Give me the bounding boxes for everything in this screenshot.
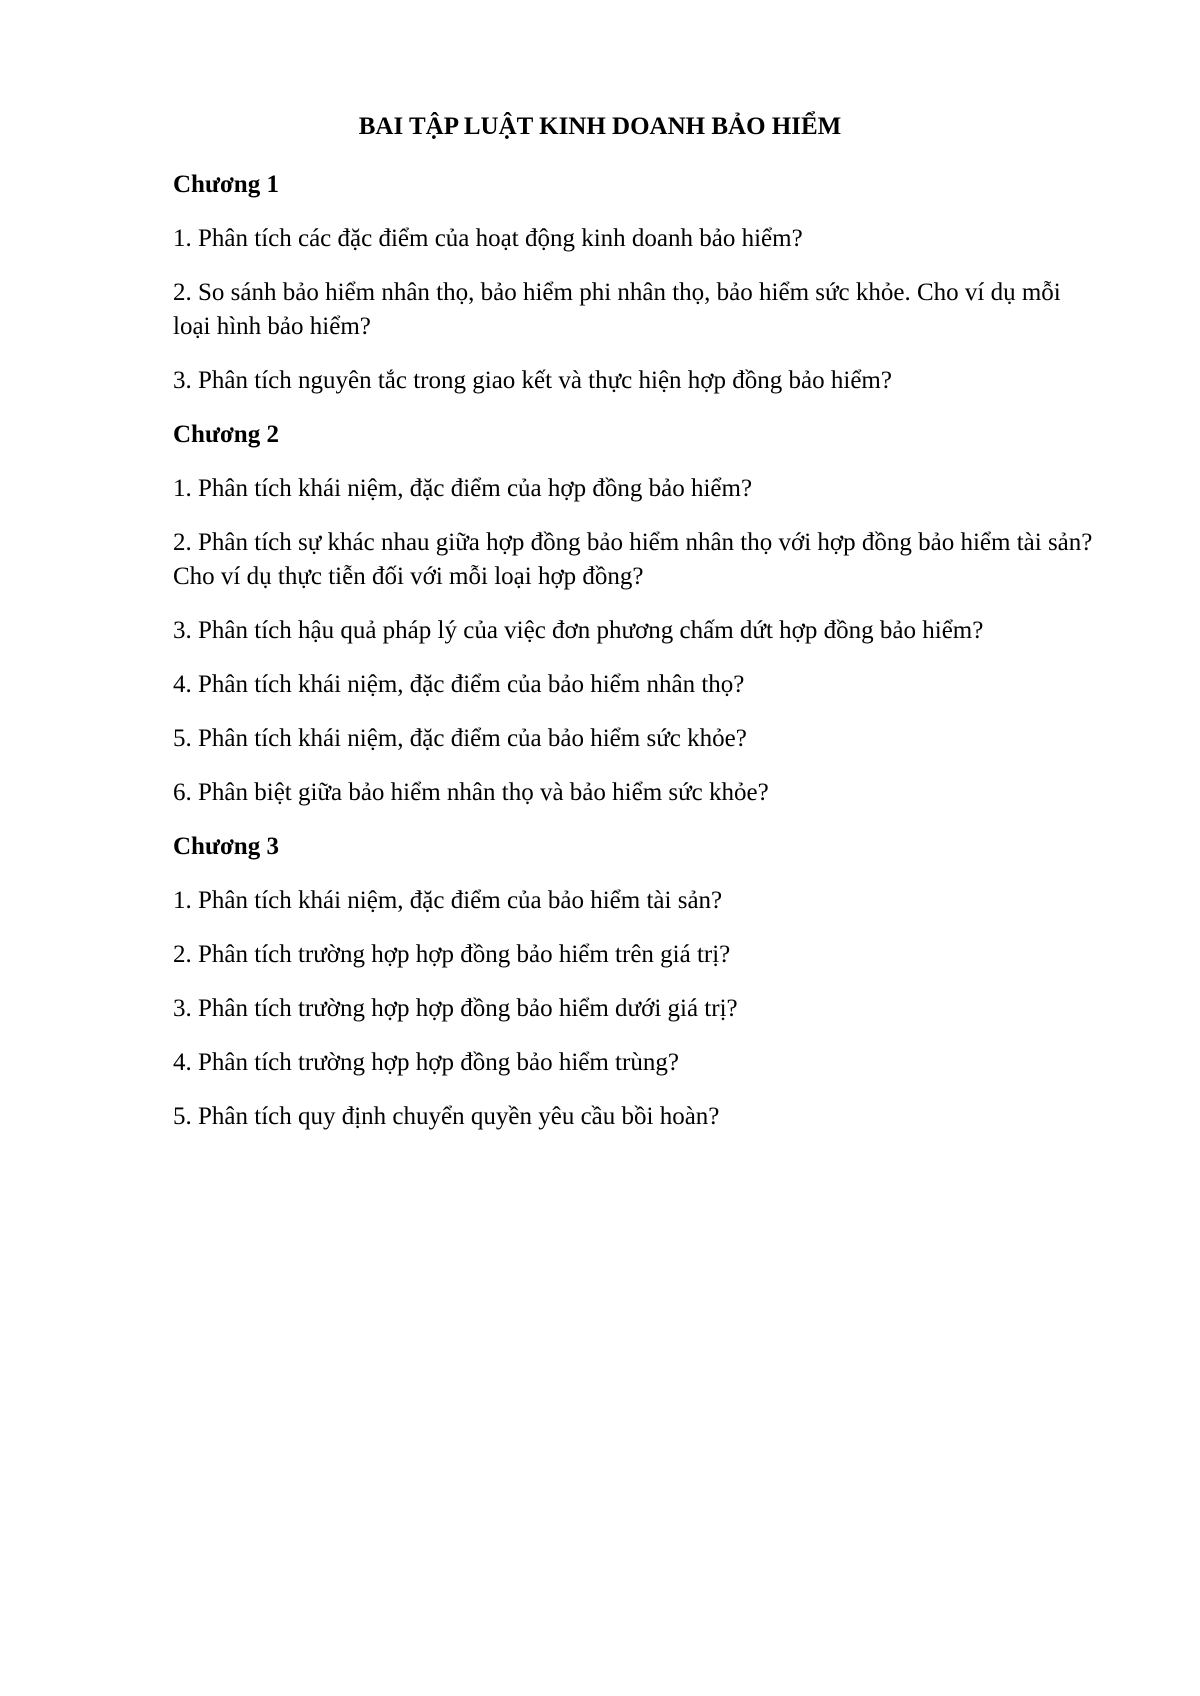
question-item: 2. So sánh bảo hiểm nhân thọ, bảo hiểm phi nhân thọ, bảo hiểm sức khỏe. Cho ví dụ mỗi loại hình bảo hiểm? <box>173 279 1061 340</box>
question-item: 3. Phân tích hậu quả pháp lý của việc đơn phương chấm dứt hợp đồng bảo hiểm? <box>173 617 984 644</box>
question-item: 3. Phân tích trường hợp hợp đồng bảo hiểm dưới giá trị? <box>173 995 738 1022</box>
question-item: 4. Phân tích khái niệm, đặc điểm của bảo hiểm nhân thọ? <box>173 671 745 698</box>
document-title: BAI TẬP LUẬT KINH DOANH BẢO HIỂM <box>358 113 842 140</box>
chapter-heading: Chương 2 <box>173 421 279 448</box>
question-item: 5. Phân tích khái niệm, đặc điểm của bảo hiểm sức khỏe? <box>173 725 747 752</box>
question-item: 2. Phân tích sự khác nhau giữa hợp đồng bảo hiểm nhân thọ với hợp đồng bảo hiểm tài sản? Cho ví dụ thực tiễn đối với mỗi loại hợp đồng? <box>173 529 1093 590</box>
question-item: 1. Phân tích khái niệm, đặc điểm của hợp đồng bảo hiểm? <box>173 475 753 502</box>
question-item: 4. Phân tích trường hợp hợp đồng bảo hiểm trùng? <box>173 1049 679 1076</box>
chapter-heading: Chương 1 <box>173 171 279 198</box>
question-item: 3. Phân tích nguyên tắc trong giao kết và thực hiện hợp đồng bảo hiểm? <box>173 367 892 394</box>
question-item: 1. Phân tích khái niệm, đặc điểm của bảo hiểm tài sản? <box>173 887 723 914</box>
chapter-heading: Chương 3 <box>173 833 279 860</box>
question-item: 6. Phân biệt giữa bảo hiểm nhân thọ và bảo hiểm sức khỏe? <box>173 779 769 806</box>
question-item: 1. Phân tích các đặc điểm của hoạt động kinh doanh bảo hiểm? <box>173 225 803 252</box>
question-item: 2. Phân tích trường hợp hợp đồng bảo hiểm trên giá trị? <box>173 941 731 968</box>
question-item: 5. Phân tích quy định chuyển quyền yêu cầu bồi hoàn? <box>173 1103 720 1130</box>
